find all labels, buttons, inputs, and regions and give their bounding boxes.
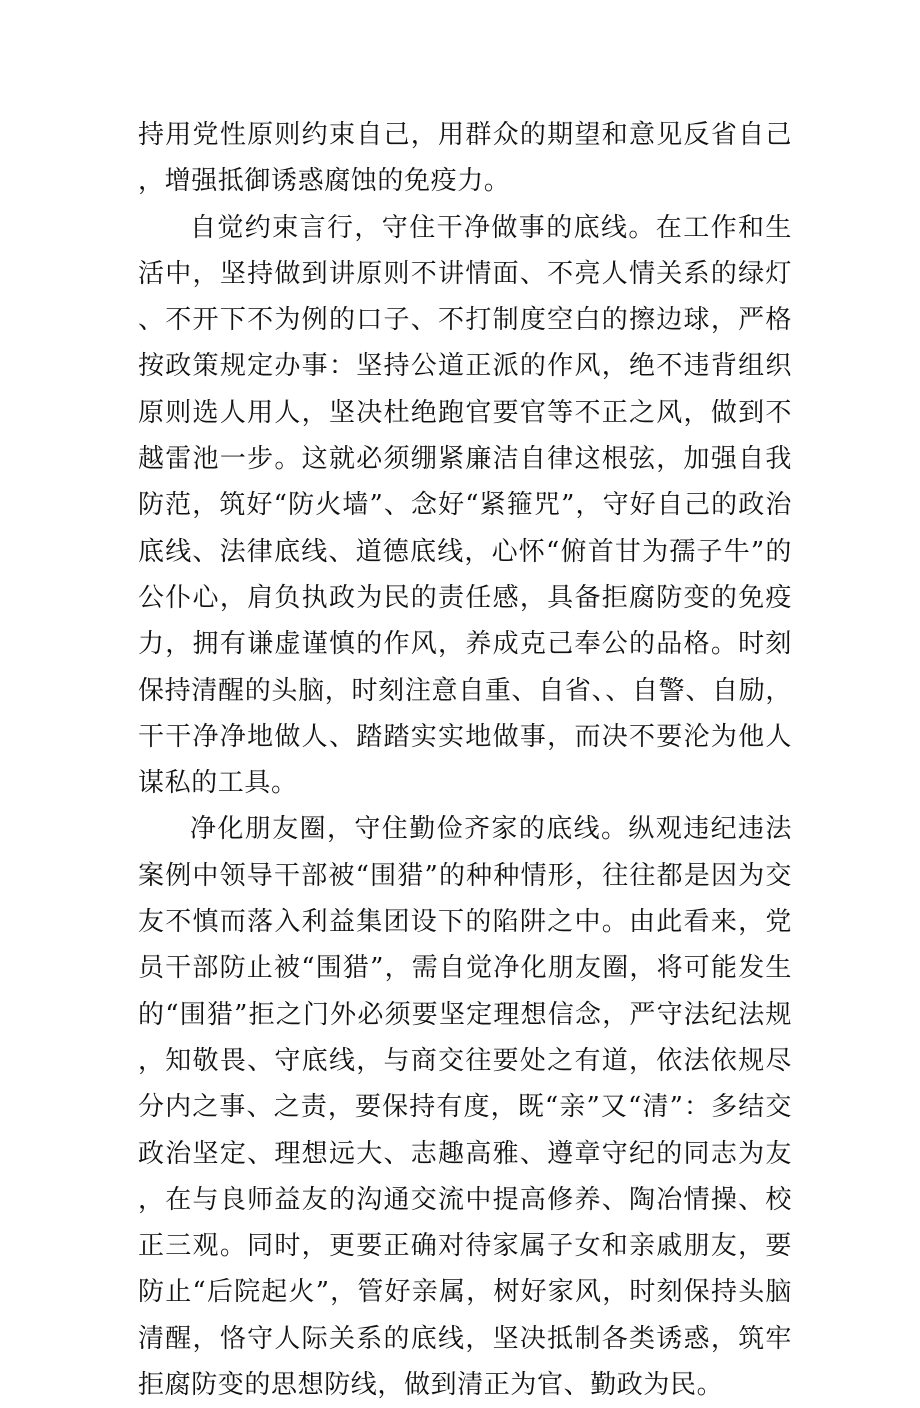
document-body — [138, 112, 792, 1408]
paragraph-continuation: 持用党性原则约束自己，用群众的期望和意见反省自己，增强抵御诱惑腐蚀的免疫力。 — [138, 120, 792, 197]
paragraph-friend-circle: 净化朋友圈，守住勤俭齐家的底线。纵观违纪违法案例中领导干部被“围猎”的种种情形，往往都是因为交友不慎而落入利益集团设下的陷阱之中。由此看来，党员干部防止被“围猎”，需自觉净化朋友圈，将可能发生的“围猎”拒之门外必须要坚定理想信念，严守法纪法规，知敬畏、守底线，与商交往要处之有道，依法依规尽分内之事、之责，要保持有度，既“亲”又“清”：多结交政治坚定、理想远大、志趣高雅、遵章守纪的同志为友，在与良师益友的沟通交流中提高修养、陶冶情操、校正三观。同时，更要正确对待家属子女和亲戚朋友，要防止“后院起火”，管好亲属，树好家风，时刻保持头脑清醒，恪守人际关系的底线，坚决抵制各类诱惑，筑牢拒腐防变的思想防线，做到清正为官、勤政为民。 — [138, 814, 792, 1401]
paragraph-self-discipline: 自觉约束言行，守住干净做事的底线。在工作和生活中，坚持做到讲原则不讲情面、不亮人情关系的绿灯、不开下不为例的口子、不打制度空白的擦边球，严格按政策规定办事：坚持公道正派的作风，绝不违背组织原则选人用人，坚决杜绝跑官要官等不正之风，做到不越雷池一步。这就必须绷紧廉洁自律这根弦，加强自我防范，筑好“防火墙”、念好“紧箍咒”，守好自己的政治底线、法律底线、道德底线，心怀“俯首甘为孺子牛”的公仆心，肩负执政为民的责任感，具备拒腐防变的免疫力，拥有谦虚谨慎的作风，养成克己奉公的品格。时刻保持清醒的头脑，时刻注意自重、自省、、自警、自励，干干净净地做人、踏踏实实地做事，而决不要沦为他人谋私的工具。 — [138, 212, 792, 799]
